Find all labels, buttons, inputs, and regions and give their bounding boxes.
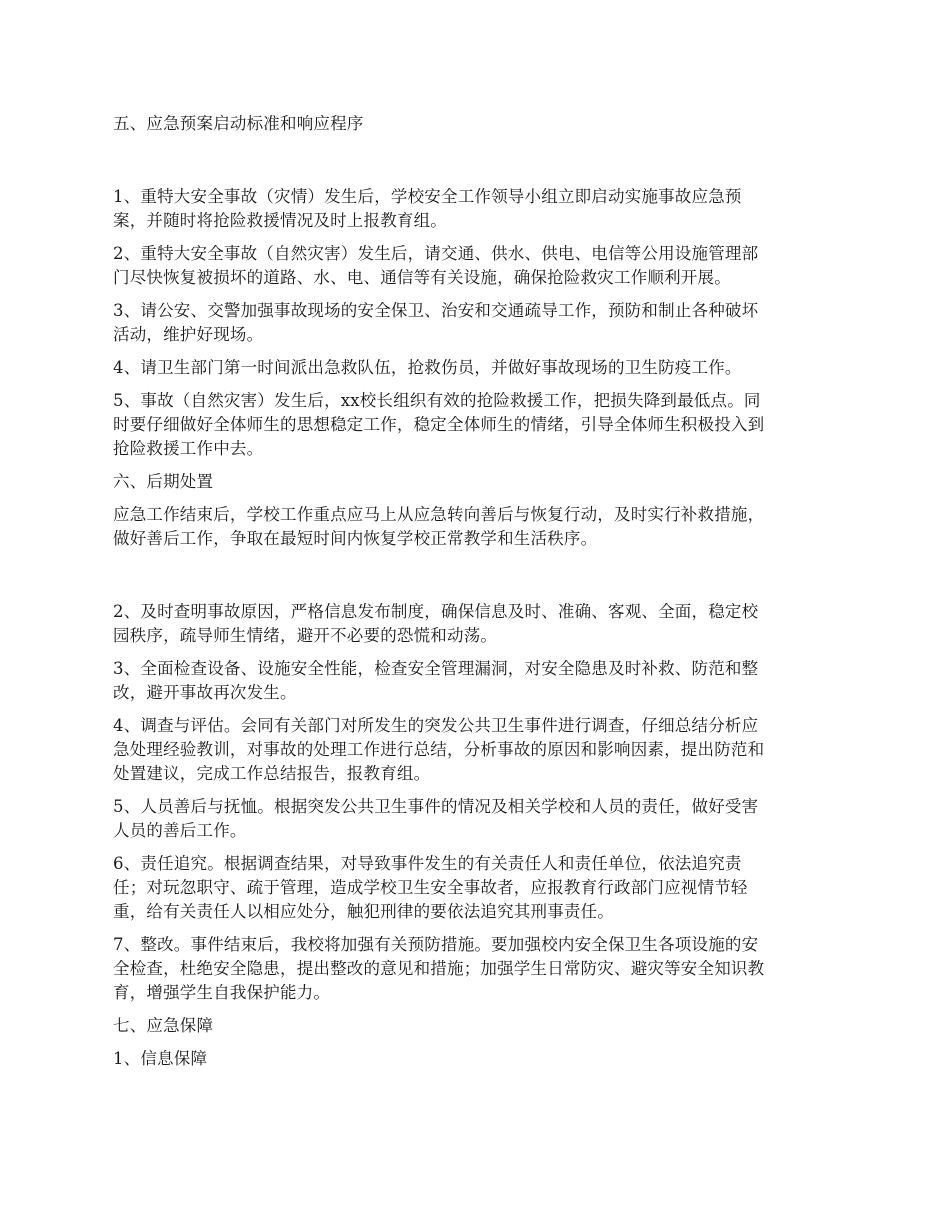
text-line: 重，给有关责任人以相应处分，触犯刑律的要依法追究其刑事责任。 (113, 902, 614, 921)
paragraph-item-2 (113, 242, 843, 290)
text-line: 急处理经验教训，对事故的处理工作进行总结，分析事故的原因和影响因素，提出防范和 (113, 740, 765, 759)
paragraph-section-6-item-2 (113, 600, 843, 648)
paragraph-section-6-item-3 (113, 657, 843, 705)
text-line: 4、调查与评估。会同有关部门对所发生的突发公共卫生事件进行调查，仔细总结分析应 (113, 716, 759, 735)
text-line: 抢险救援工作中去。 (113, 439, 264, 458)
paragraph-section-7-item-1: 1、信息保障 (113, 1049, 208, 1068)
text-line: 5、人员善后与抚恤。根据突发公共卫生事件的情况及相关学校和人员的责任，做好受害 (113, 797, 759, 816)
document-body (113, 112, 843, 1071)
text-line: 应急工作结束后，学校工作重点应马上从应急转向善后与恢复行动，及时实行补救措施， (113, 505, 765, 524)
text-line: 2、及时查明事故原因，严格信息发布制度，确保信息及时、准确、客观、全面，稳定校 (113, 602, 759, 621)
text-line: 活动，维护好现场。 (113, 325, 264, 344)
text-line: 处置建议，完成工作总结报告，报教育组。 (113, 764, 431, 783)
text-line: 改，避开事故再次发生。 (113, 683, 297, 702)
text-line: 4、请卫生部门第一时间派出急救队伍，抢救伤员，并做好事故现场的卫生防疫工作。 (113, 358, 742, 377)
text-line: 案，并随时将抢险救援情况及时上报教育组。 (113, 211, 447, 230)
section-7-heading: 七、应急保障 (113, 1016, 214, 1035)
paragraph-section-6-item-7 (113, 933, 843, 1005)
paragraph-section-6-item-4 (113, 714, 843, 786)
section-5-heading: 五、应急预案启动标准和响应程序 (113, 114, 364, 133)
text-line: 人员的善后工作。 (113, 821, 247, 840)
text-line: 时要仔细做好全体师生的思想稳定工作，稳定全体师生的情绪，引导全体师生积极投入到 (113, 415, 765, 434)
paragraph-section-6-intro (113, 503, 843, 551)
text-line: 任；对玩忽职守、疏于管理，造成学校卫生安全事故者，应报教育行政部门应视情节轻 (113, 878, 748, 897)
text-line: 育，增强学生自我保护能力。 (113, 983, 331, 1002)
paragraph-section-6-item-6 (113, 852, 843, 924)
paragraph-item-1 (113, 185, 843, 233)
text-line: 1、重特大安全事故（灾情）发生后，学校安全工作领导小组立即启动实施事故应急预 (113, 187, 742, 206)
text-line: 3、全面检查设备、设施安全性能，检查安全管理漏洞，对安全隐患及时补救、防范和整 (113, 659, 759, 678)
text-line: 园秩序，疏导师生情绪，避开不必要的恐慌和动荡。 (113, 626, 498, 645)
paragraph-item-5 (113, 389, 843, 461)
text-line: 全检查，杜绝安全隐患，提出整改的意见和措施；加强学生日常防灾、避灾等安全知识教 (113, 959, 765, 978)
text-line: 3、请公安、交警加强事故现场的安全保卫、治安和交通疏导工作，预防和制止各种破坏 (113, 301, 759, 320)
text-line: 5、事故（自然灾害）发生后，xx校长组织有效的抢险救援工作，把损失降到最低点。同 (113, 391, 761, 410)
text-line: 7、整改。事件结束后，我校将加强有关预防措施。要加强校内安全保卫生各项设施的安 (113, 935, 759, 954)
paragraph-item-3 (113, 299, 843, 347)
paragraph-item-4 (113, 356, 843, 380)
paragraph-section-6-item-5 (113, 795, 843, 843)
text-line: 做好善后工作，争取在最短时间内恢复学校正常教学和生活秩序。 (113, 529, 598, 548)
section-6-heading: 六、后期处置 (113, 472, 214, 491)
text-line: 6、责任追究。根据调查结果，对导致事件发生的有关责任人和责任单位，依法追究责 (113, 854, 742, 873)
text-line: 2、重特大安全事故（自然灾害）发生后，请交通、供水、供电、电信等公用设施管理部 (113, 244, 759, 263)
text-line: 门尽快恢复被损坏的道路、水、电、通信等有关设施，确保抢险救灾工作顺利开展。 (113, 268, 731, 287)
